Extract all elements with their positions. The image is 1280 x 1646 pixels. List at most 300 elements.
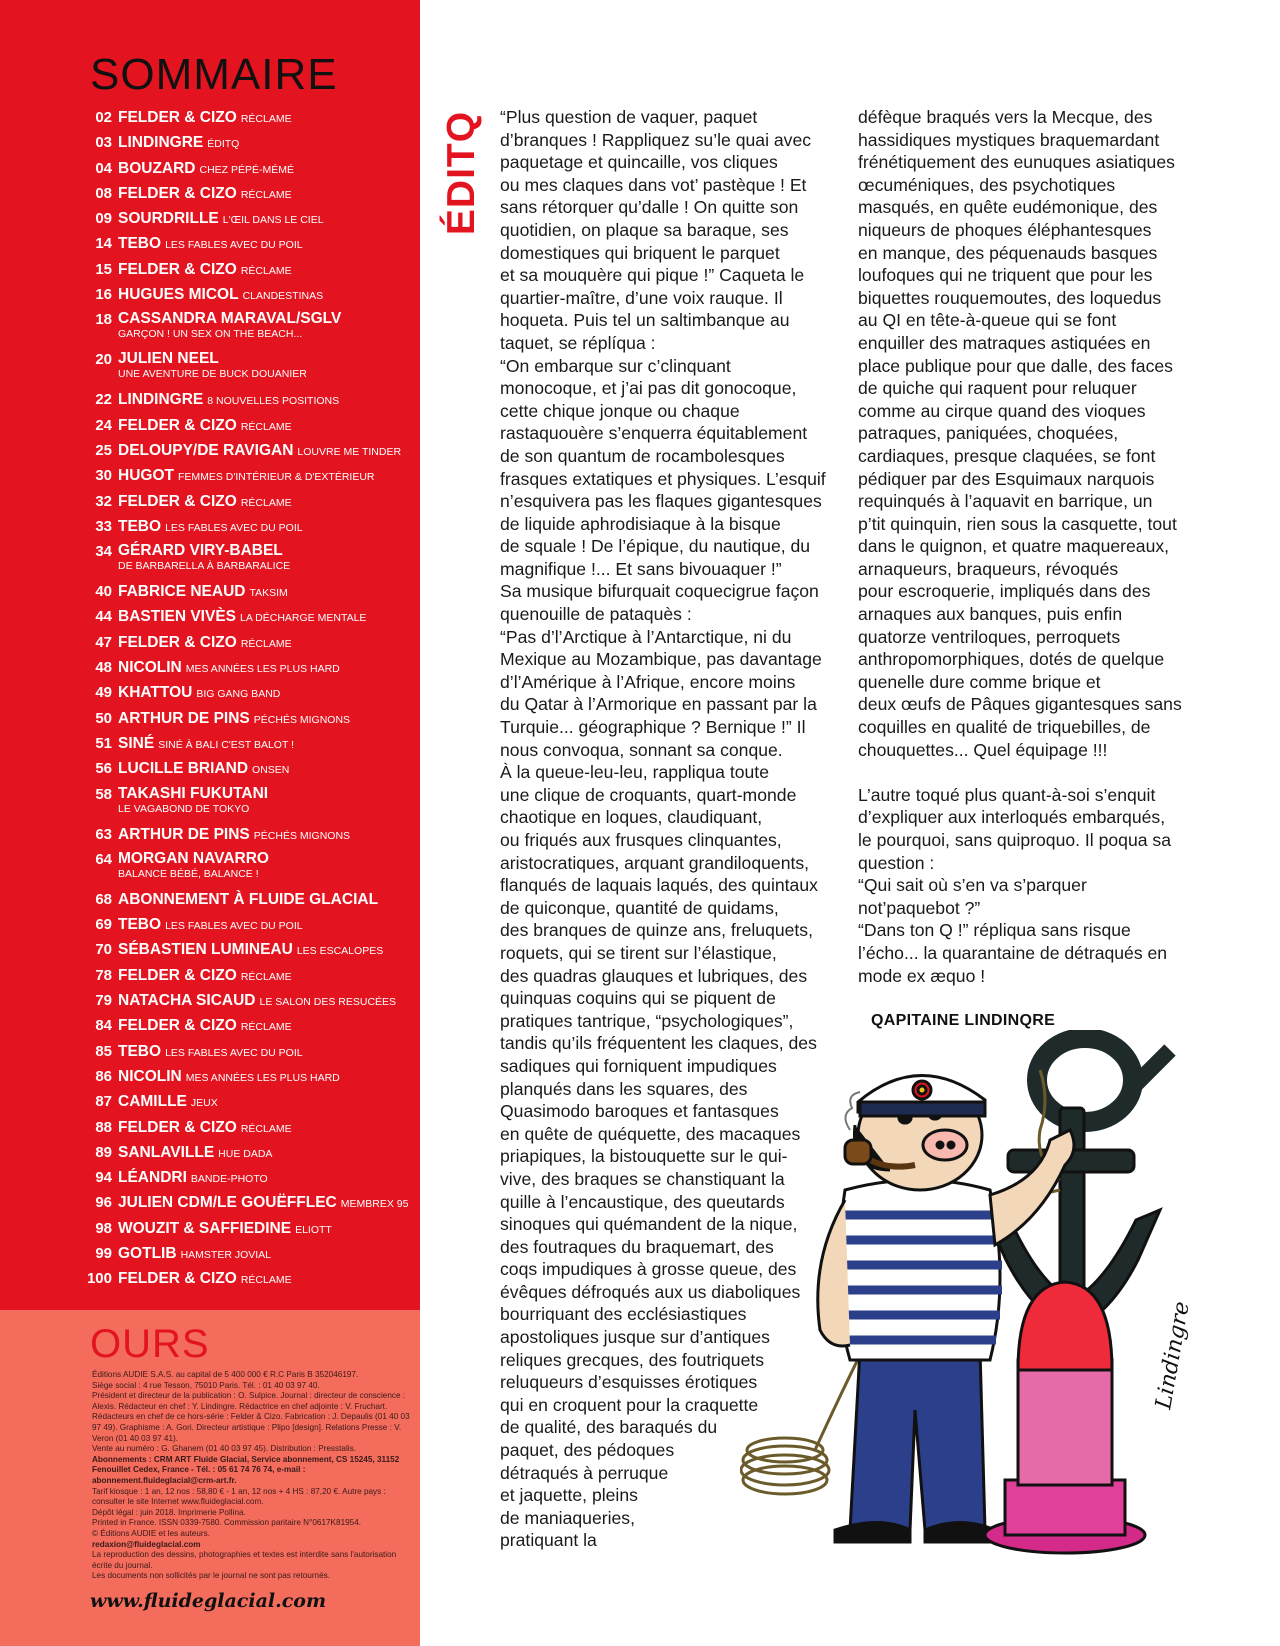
toc-entry[interactable] [78,1042,420,1067]
editorial-line: frénétiquement des eunuques asiatiques [858,152,1175,173]
toc-entry[interactable] [78,184,420,209]
toc-page-number: 99 [95,1244,112,1262]
toc-author: BASTIEN VIVÈS [118,608,236,626]
toc-author: LINDINGRE [118,134,204,152]
toc-entry-body [118,416,420,437]
editorial-line: Mexique au Mozambique, pas davantage [500,649,822,670]
toc-page-number: 40 [95,583,112,601]
toc-story-title: L'ŒIL DANS LE CIEL [222,214,324,227]
editorial-line: quotidien, on plaque sa baraque, ses [500,219,789,240]
editorial-line: vive, des braques se chanstiquant la [500,1168,785,1189]
editorial-line: deux œufs de Pâques gigantesques sans [858,694,1182,715]
ours-credit-line: Siège social : 4 rue Tesson, 75010 Paris. Tél. : 01 40 03 97 40. [92,1380,320,1390]
editorial-line: planqués dans les squares, des [500,1078,748,1099]
toc-entry-body [118,915,420,936]
editorial-line: des branques de quinze ans, freluquets, [500,920,813,941]
editorial-line: au QI en tête-à-queue qui se font [858,310,1117,331]
toc-entry[interactable] [78,890,420,915]
editorial-line: coquilles en qualité de triquebilles, de [858,717,1151,738]
toc-entry-body [118,633,420,654]
editorial-line: paquetage et quincaille, vos cliques [500,152,778,173]
toc-author: FELDER & CIZO [118,109,237,126]
toc-entry[interactable] [78,416,420,441]
toc-story-title: HUE DADA [218,1147,273,1160]
editorial-line: de qualité, des baraqués du [500,1417,718,1438]
editorial-line: détraqués à perruque [500,1462,669,1483]
editorial-line: cette chique jonque ou chaque [500,400,740,421]
toc-story-title: CHEZ PÉPÉ-MÉMÉ [199,163,295,176]
editorial-line: hoqueta. Puis tel un saltimbanque au [500,310,790,331]
toc-author: TEBO [118,916,162,934]
toc-entry[interactable] [78,492,420,517]
toc-author: WOUZIT & SAFFIEDINE [118,1219,292,1237]
toc-entry-body [118,1269,420,1290]
editorial-line: d’expliquer aux interloqués embarqués, [858,807,1166,828]
toc-page-number: 20 [95,351,112,369]
toc-page-number: 88 [95,1118,112,1136]
toc-page-number: 32 [95,492,112,510]
editorial-line: apostoliques jusque sur d’antiques [500,1327,770,1348]
toc-entry-body [118,260,420,281]
toc-page-number: 87 [95,1093,112,1111]
toc-entry-body [118,1219,420,1240]
toc-story-title: ONSEN [252,764,290,777]
toc-page-number: 50 [95,709,112,727]
editorial-line: not’paquebot ?” [858,897,981,918]
editorial-line: patraques, paniquées, choquées, [858,423,1119,444]
editorial-line: défèque braqués vers la Mecque, des [858,107,1153,127]
toc-page-number: 68 [95,890,112,908]
editorial-line: tandis qu’ils fréquentent les claques, des [500,1033,817,1054]
toc-entry-body [118,350,420,381]
toc-author: ARTHUR DE PINS [118,825,250,843]
editorial-line: de maniaqueries, [500,1507,635,1528]
editorial-line: aristocratiques, arquant grandiloquents, [500,852,810,873]
toc-page-number: 16 [95,286,112,304]
editorial-line: dans le quignon, et quatre maquereaux, [858,536,1170,557]
toc-entry[interactable] [78,260,420,285]
editorial-line: du Qatar à l’Armorique en passant par la [500,694,817,715]
toc-entry[interactable] [78,709,420,734]
editorial-line: L’autre toqué plus quant-à-soi s’enquit [858,784,1156,805]
toc-entry[interactable] [78,1168,420,1193]
toc-page-number: 56 [95,760,112,778]
toc-entry-body [118,1168,420,1189]
toc-entry-body [118,1092,420,1113]
toc-author: FELDER & CIZO [118,184,237,202]
toc-author: FELDER & CIZO [118,416,237,434]
ours-credit-line: Les documents non sollicités par le journal ne sont pas retournés. [92,1571,331,1581]
toc-story-title: RÉCLAME [240,1274,292,1287]
toc-entry[interactable] [78,940,420,965]
toc-author: SOURDRILLE [118,210,219,228]
toc-page-number: 49 [95,684,112,702]
toc-page-number: 51 [95,734,112,752]
editorial-line: flanqués de laquais laqués, des quintaux [500,875,818,896]
toc-entry[interactable] [78,607,420,632]
toc-entry[interactable] [78,825,420,850]
editorial-line: Turquie... géographique ? Bernique !” Il [500,717,806,738]
sommaire-panel [0,0,420,1310]
toc-author: MORGAN NAVARRO [118,849,269,867]
toc-author: JULIEN NEEL [118,350,219,368]
editorial-line: sinoques qui quémandent de la nique, [500,1214,798,1235]
editorial-line: question : [858,852,935,873]
toc-page-number: 34 [95,543,112,561]
toc-story-title: SINÉ À BALI C'EST BALOT ! [158,738,295,751]
editorial-line: et sa mouquère qui pique !” Caqueta le [500,265,805,286]
editorial-line: ou mes claques dans vot’ pastèque ! Et [500,174,807,195]
toc-entry-body [118,517,420,538]
editorial-line: ou friqués aux frusques clinquantes, [500,830,782,850]
toc-entry[interactable] [78,915,420,940]
editorial-line: “Dans ton Q !” répliqua sans risque [858,920,1131,941]
editorial-line: place publique pour que dalle, des faces [858,355,1173,376]
toc-story-title: RÉCLAME [240,113,292,125]
toc-page-number: 14 [95,235,112,253]
editorial-line: À la queue-leu-leu, rappliqua toute [500,762,769,783]
toc-author: CAMILLE [118,1093,187,1111]
editorial-line: p’tit quinquin, rien sous la casquette, tout [858,513,1177,534]
toc-entry[interactable] [78,1244,420,1269]
editorial-line: hassidiques mystiques braquemardant [858,129,1160,150]
toc-page-number: 94 [95,1169,112,1187]
toc-author: LÉANDRI [118,1169,187,1187]
toc-author: HUGUES MICOL [118,286,239,304]
toc-story-title: LOUVRE ME TINDER [297,445,402,458]
toc-entry[interactable] [78,466,420,491]
toc-entry-body [118,209,420,230]
editorial-line: magnifique !... Et sans bivouaquer !” [500,558,782,579]
bollard-icon [985,1282,1145,1553]
toc-author: SÉBASTIEN LUMINEAU [118,941,293,959]
editorial-line: requinqués à l’aquavit en barrique, un [858,491,1153,512]
toc-story-title: ELIOTT [295,1223,332,1236]
editorial-line: loufoques qui ne triquent que pour les [858,265,1153,286]
editorial-line: cardiaques, presque claquées, se font [858,445,1156,466]
toc-author: FABRICE NEAUD [118,583,246,601]
toc-story-title: 8 NOUVELLES POSITIONS [207,395,340,408]
editorial-line: bourriquant des ecclésiastiques [500,1304,747,1325]
toc-page-number: 22 [95,391,112,409]
editorial-line: enquiller des matraques astiquées en [858,332,1151,353]
toc-page-number: 85 [95,1042,112,1060]
editorial-line: quartier-maître, d’une voix rauque. Il [500,287,783,308]
toc-author: FELDER & CIZO [118,492,237,510]
editorial-line: reliques grecques, des foutriquets [500,1349,765,1370]
toc-entry-body [118,1016,420,1037]
editorial-line: reluqueurs d’esquisses érotiques [500,1372,758,1393]
toc-entry[interactable] [78,1143,420,1168]
toc-story-title: BIG GANG BAND [196,688,281,701]
editorial-line: arnaqueurs, braqueurs, révoqués [858,558,1119,579]
toc-story-title: DE BARBARELLA À BARBARALICE [118,560,291,573]
editorial-line: domestiques qui briquent le parquet [500,242,780,263]
toc-page-number: 63 [95,825,112,843]
editorial-line: quenouille de pataquès : [500,604,692,625]
editorial-line: une clique de croquants, quart-monde [500,784,797,805]
editorial-line: et jaquette, pleins [500,1485,638,1506]
toc-entry-body [118,542,420,573]
toc-entry-body [118,159,420,180]
editorial-line: “Qui sait où s’en va s’parquer [858,875,1087,896]
ours-title: OURS [90,1322,210,1366]
paragraph-break [858,761,1210,784]
editorial-column-2 [858,106,1210,987]
toc-story-title: LES FABLES AVEC DU POIL [165,1046,303,1059]
toc-entry[interactable] [78,209,420,234]
ours-credit-line: Dépôt légal : juin 2018. Imprimerie Pollina. [92,1507,246,1517]
editorial-line: des foutraques du braquemart, des [500,1236,774,1257]
toc-page-number: 47 [95,633,112,651]
toc-author: SINÉ [118,734,155,752]
ours-credits [92,1370,410,1582]
toc-page-number: 78 [95,966,112,984]
editorial-line: paquet, des pédoques [500,1440,675,1461]
toc-entry[interactable] [78,159,420,184]
toc-entry[interactable] [78,633,420,658]
toc-entry-body [118,890,420,911]
editorial-line: “Pas d’l’Arctique à l’Antarctique, ni du [500,626,792,647]
toc-story-title: MES ANNÉES LES PLUS HARD [185,1071,340,1084]
toc-page-number: 69 [95,916,112,934]
toc-story-title: BANDE-PHOTO [190,1173,268,1186]
toc-page-number: 02 [95,109,112,126]
editorial-line: n’esquivera pas les flaques gigantesques [500,491,822,512]
editorial-line: rastaquouère s’enquerra équitablement [500,423,808,444]
editorial-line: taquet, se réplíqua : [500,332,656,353]
editorial-line: quenelle dure comme brique et [858,671,1101,692]
toc-entry[interactable] [78,350,420,390]
editorial-line: des quadras glauques et lubriques, des [500,965,808,986]
toc-entry-body [118,466,420,487]
table-of-contents [78,108,420,1295]
editorial-line: monocoque, et j’ai pas dit gonocoque, [500,378,797,399]
toc-entry[interactable] [78,285,420,310]
toc-entry[interactable] [78,441,420,466]
toc-page-number: 58 [95,785,112,803]
toc-entry[interactable] [78,542,420,582]
toc-page-number: 08 [95,184,112,202]
ours-credit-line: La reproduction des dessins, photographies et textes est interdite sans l'autorisation écrite du journal. [92,1550,397,1570]
editorial-line: Quasimodo baroques et fantasques [500,1101,779,1122]
editorial-line: coqs impudiques à grosse queue, des [500,1259,797,1280]
toc-entry[interactable] [78,234,420,259]
ours-credit-line: Éditions AUDIE S.A.S. au capital de 5 400 000 € R.C Paris B 352046197. [92,1370,359,1379]
toc-entry-body [118,966,420,987]
toc-story-title: RÉCLAME [240,264,292,277]
toc-entry-body [118,390,420,411]
toc-author: FELDER & CIZO [118,260,237,278]
toc-entry[interactable] [78,658,420,683]
toc-entry[interactable] [78,1067,420,1092]
editorial-line: qui en croquent pour la craquette [500,1394,759,1415]
ours-credit-line: Abonnements : CRM ART Fluide Glacial, Service abonnement, CS 15245, 31152 Fenouillet Cedex, France - Tél. : 05 61 74 76 74, e-mail : abonnement.fluideglacial@crm-art.fr. [92,1454,400,1485]
toc-story-title: LE VAGABOND DE TOKYO [118,802,250,815]
toc-story-title: BALANCE BÉBÉ, BALANCE ! [118,867,259,880]
editorial-line: de quiche qui raquent pour reluquer [858,378,1137,399]
toc-story-title: LE SALON DES RESUCÉES [259,996,397,1009]
toc-story-title: RÉCLAME [240,970,292,983]
toc-author: NICOLIN [118,659,182,677]
editorial-line: frasques extatiques et physiques. L’esquif [500,468,826,489]
toc-story-title: LES FABLES AVEC DU POIL [165,521,303,534]
toc-story-title: RÉCLAME [240,637,292,650]
toc-page-number: 03 [95,134,112,152]
toc-entry[interactable] [78,683,420,708]
toc-author: LUCILLE BRIAND [118,760,249,778]
toc-author: NATACHA SICAUD [118,992,256,1010]
toc-entry-body [118,133,420,154]
toc-entry[interactable] [78,850,420,890]
toc-entry-body [118,234,420,255]
editorial-line: priapiques, la bistouquette sur le qui- [500,1146,788,1167]
toc-story-title: RÉCLAME [240,496,292,509]
editorial-line: chouquettes... Quel équipage !!! [858,739,1108,760]
toc-entry-body [118,492,420,513]
toc-entry-body [118,759,420,780]
editorial-line: comme au cirque quand des vioques [858,400,1146,421]
toc-entry[interactable] [78,785,420,825]
toc-page-number: 24 [95,416,112,434]
toc-story-title: ÉDITQ [207,138,240,151]
toc-entry[interactable] [78,133,420,158]
toc-author: FELDER & CIZO [118,633,237,651]
toc-page-number: 84 [95,1017,112,1035]
toc-story-title: UNE AVENTURE DE BUCK DOUANIER [118,368,307,381]
editorial-line: en quête de quéquette, des macaques [500,1123,801,1144]
editorial-line: en manque, des péquenauds basques [858,242,1158,263]
toc-page-number: 64 [95,850,112,868]
editorial-title [437,108,487,238]
toc-page-number: 30 [95,467,112,485]
toc-page-number: 98 [95,1219,112,1237]
toc-entry[interactable] [78,759,420,784]
toc-entry[interactable] [78,517,420,542]
toc-entry[interactable] [78,390,420,415]
toc-entry[interactable] [78,1193,420,1218]
toc-story-title: PÉCHÉS MIGNONS [253,713,351,726]
sommaire-title: SOMMAIRE [90,50,338,99]
toc-author: TEBO [118,1042,162,1060]
toc-entry-body [118,441,420,462]
editorial-line: de quiconque, quantité de quidams, [500,897,779,918]
editorial-line: biquettes rouquemoutes, des loquedus [858,287,1162,308]
toc-story-title: JEUX [190,1097,218,1110]
ours-credit-line: Vente au numéro : G. Ghanem (01 40 03 97 45). Distribution : Presstalis. [92,1444,356,1454]
editorial-line: niqueurs de phoques éléphantesques [858,219,1152,240]
toc-entry-body [118,734,420,755]
editorial-line: “On embarque sur c’clinquant [500,355,731,376]
toc-entry-body [118,1244,420,1265]
toc-entry[interactable] [78,310,420,350]
toc-entry-body [118,108,420,129]
website-link[interactable]: www.fluideglacial.com [90,1590,327,1612]
editorial-line: arnaques aux banques, puis enfin [858,604,1123,625]
toc-entry[interactable] [78,108,420,133]
toc-page-number: 89 [95,1143,112,1161]
toc-author: FELDER & CIZO [118,966,237,984]
editorial-line: quinquas coquins qui se piquent de [500,988,776,1009]
toc-entry-body [118,825,420,846]
ours-credit-line: Président et directeur de la publication : O. Sulpice. Journal : directeur de conscience : Alexis. Rédacteur en chef : Y. Lindingre. Rédactrice en chef adjointe : V. Fruchart. Rédacteurs en chef de ce hors-série : Felder & Cizo. Fabrication : J. Depaulis (01 40 03 97 49). Graphisme : A. Gori. Directeur artistique : Plipo [design]. Relations Presse : V. Veron (01 40 03 97 41). [92,1391,410,1443]
editorial-line: roquets, qui se tirent sur l’élastique, [500,942,777,963]
toc-page-number: 100 [86,1270,112,1288]
toc-author: ARTHUR DE PINS [118,709,250,727]
toc-entry[interactable] [78,1269,420,1294]
toc-story-title: MEMBREX 95 [340,1198,409,1211]
toc-entry[interactable] [78,1016,420,1041]
toc-entry-body [118,1118,420,1139]
toc-story-title: RÉCLAME [240,1021,292,1034]
toc-author: GOTLIB [118,1244,177,1262]
toc-entry-body [118,285,420,306]
toc-author: GÉRARD VIRY-BABEL [118,542,283,560]
toc-page-number: 15 [95,260,112,278]
toc-author: SANLAVILLE [118,1143,215,1161]
toc-page-number: 09 [95,210,112,228]
editorial-line: Sa musique bifurquait coquecigrue façon [500,581,819,602]
toc-author: FELDER & CIZO [118,1017,237,1035]
toc-story-title: RÉCLAME [240,1122,292,1135]
toc-author: DELOUPY/DE RAVIGAN [118,441,294,459]
toc-page-number: 04 [95,159,112,177]
toc-entry[interactable] [78,582,420,607]
toc-story-title: RÉCLAME [240,188,292,201]
editorial-line: nous convoqua, sonnant sa conque. [500,739,783,760]
editorial-line: “Plus question de vaquer, paquet [500,107,758,127]
toc-entry[interactable] [78,734,420,759]
editorial-line: pratiquant la [500,1530,597,1551]
toc-author: TEBO [118,517,162,535]
editorial-line: de liquide aphrodisiaque à la bisque [500,513,781,534]
toc-page-number: 44 [95,608,112,626]
toc-author: ABONNEMENT À FLUIDE GLACIAL [118,890,379,908]
toc-story-title: TAKSIM [249,587,288,600]
editorial-line: pratiques tantrique, “psychologiques”, [500,1010,794,1031]
toc-entry-body [118,940,420,961]
toc-entry[interactable] [78,1092,420,1117]
editorial-line: sans rétorquer qu’dalle ! On quitte son [500,197,799,218]
toc-story-title: LES FABLES AVEC DU POIL [165,239,303,252]
toc-page-number: 70 [95,941,112,959]
toc-entry-body [118,184,420,205]
toc-story-title: HAMSTER JOVIAL [180,1248,271,1261]
ours-credit-line: © Éditions AUDIE et les auteurs. [92,1528,210,1538]
toc-page-number: 18 [95,311,112,329]
toc-entry[interactable] [78,966,420,991]
toc-author: CASSANDRA MARAVAL/SGLV [118,310,342,328]
editorial-line: de son quantum de rocambolesques [500,445,785,466]
ours-credit-line: Tarif kiosque : 1 an, 12 nos : 58,80 € - 1 an, 12 nos + 4 HS : 87,20 €. Autre pays : consulter le site Internet www.fluideglacial.com. [92,1486,386,1507]
toc-entry[interactable] [78,991,420,1016]
artist-signature: Lindingre [1151,1299,1195,1412]
toc-page-number: 48 [95,659,112,677]
toc-entry[interactable] [78,1118,420,1143]
toc-author: JULIEN CDM/LE GOUËFFLEC [118,1194,337,1212]
toc-entry-body [118,709,420,730]
toc-entry-body [118,1042,420,1063]
toc-story-title: PÉCHÉS MIGNONS [253,829,351,842]
toc-entry-body [118,785,420,816]
editorial-line: anthropomorphiques, dotés de quelque [858,649,1165,670]
toc-page-number: 96 [95,1194,112,1212]
toc-entry-body [118,850,420,881]
toc-entry[interactable] [78,1219,420,1244]
editorial-line: pour escroquerie, impliqués dans des [858,581,1151,602]
toc-author: LINDINGRE [118,391,204,409]
editorial-line: œcuméniques, des psychotiques [858,174,1116,195]
